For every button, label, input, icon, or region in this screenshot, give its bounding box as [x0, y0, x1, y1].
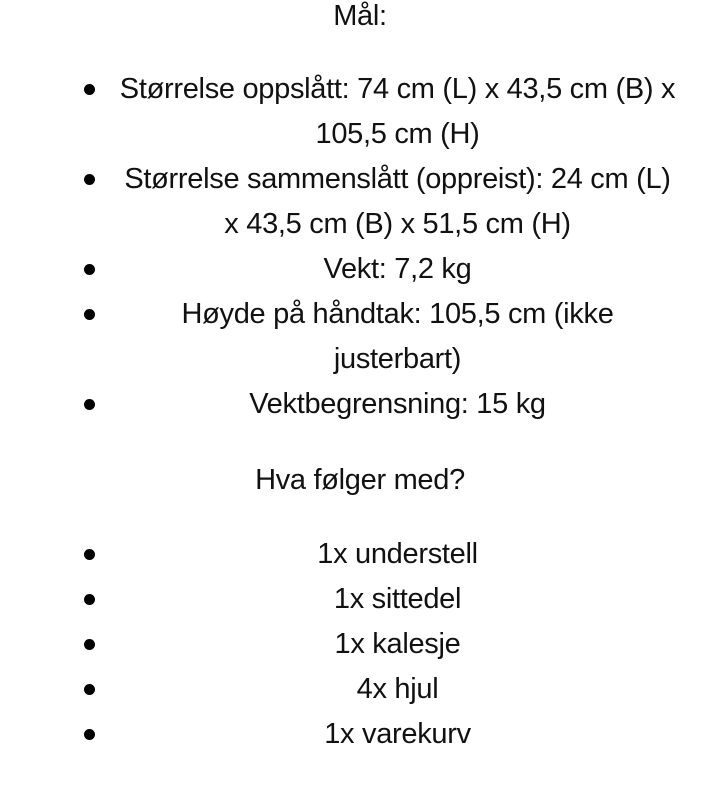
dimensions-heading: Mål: [333, 0, 387, 32]
list-item [0, 712, 720, 757]
included-heading: Hva følger med? [255, 464, 465, 496]
list-item-text: Størrelse sammenslått (oppreist): 24 cm (L) x 43,5 cm (B) x 51,5 cm (H) [124, 163, 671, 240]
list-item-text: Vektbegrensning: 15 kg [249, 388, 546, 420]
list-item-text: Høyde på håndtak: 105,5 cm (ikke justerbart) [181, 298, 614, 375]
bullet-icon [84, 729, 95, 740]
list-item [0, 292, 720, 382]
list-item-text: 1x varekurv [324, 718, 471, 750]
bullet-icon [84, 399, 95, 410]
bullet-icon [84, 549, 95, 560]
list-item-text: Størrelse oppslått: 74 cm (L) x 43,5 cm (B) x 105,5 cm (H) [119, 73, 676, 150]
bullet-icon [84, 264, 95, 275]
list-item [0, 247, 720, 292]
list-item-text: 1x understell [317, 538, 478, 570]
list-item-text: 1x kalesje [334, 628, 461, 660]
list-item [0, 577, 720, 622]
bullet-icon [84, 174, 95, 185]
bullet-icon [84, 639, 95, 650]
bullet-icon [84, 594, 95, 605]
dimensions-list [0, 67, 720, 427]
list-item-text: 1x sittedel [333, 583, 462, 615]
bullet-icon [84, 309, 95, 320]
list-item-text: Vekt: 7,2 kg [323, 253, 472, 285]
bullet-icon [84, 684, 95, 695]
list-item [0, 667, 720, 712]
list-item-text: 4x hjul [356, 673, 439, 705]
list-item [0, 622, 720, 667]
list-item [0, 67, 720, 157]
included-list [0, 532, 720, 757]
list-item [0, 532, 720, 577]
list-item [0, 382, 720, 427]
list-item [0, 157, 720, 247]
bullet-icon [84, 84, 95, 95]
